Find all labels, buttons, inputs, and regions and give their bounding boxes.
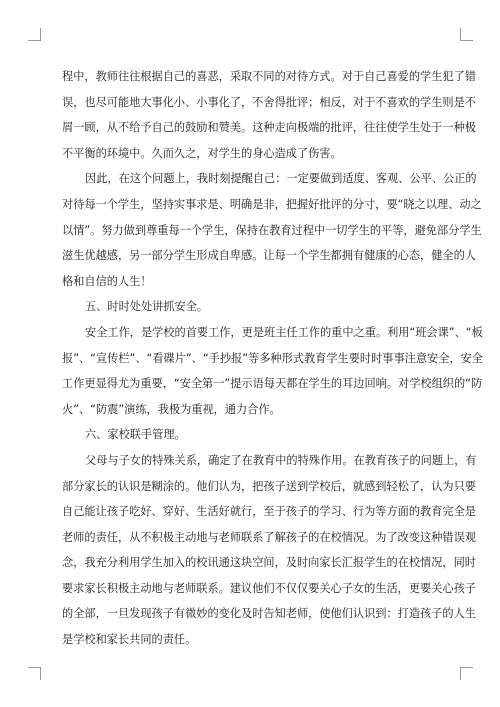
crop-mark-bottom-right bbox=[460, 667, 473, 680]
text-line: 因此，在这个问题上，我时刻提醒自己：一定要做到适度、客观、公平、公正的 bbox=[85, 172, 477, 186]
document-body bbox=[62, 64, 483, 653]
text-line: 屑一顾，从不给予自己的鼓励和赞美。这种走向极端的批评，往往使学生处于一种极 bbox=[62, 121, 476, 135]
text-line: 格和自信的人生！ bbox=[62, 274, 152, 288]
crop-mark-bottom-left bbox=[28, 667, 41, 680]
section-heading bbox=[62, 294, 440, 320]
paragraph bbox=[62, 166, 482, 294]
text-line: 安全工作，是学校的首要工作，更是班主任工作的重中之重。利用“班会课”、“板 bbox=[85, 325, 483, 339]
text-line: 报”、“宣传栏”、“看碟片”、“手抄报”等多种形式教育学生要时时事事注意安全，安全 bbox=[62, 351, 483, 365]
text-line: 以情”。努力做到尊重每一个学生，保持在教育过程中一切学生的平等，避免部分学生 bbox=[62, 223, 482, 237]
text-line: 滋生优越感，另一部分学生形成自卑感。让每一个学生都拥有健康的心态，健全的人 bbox=[62, 249, 476, 263]
text-line: 工作更显得尤为重要，“安全第一”提示语每天都在学生的耳边回响。对学校组织的“防 bbox=[62, 377, 483, 391]
text-line: 火”、“防震”演练，我极为重视，通力合作。 bbox=[62, 402, 281, 416]
text-line: 父母与子女的特殊关系，确定了在教育中的特殊作用。在教育孩子的问题上，有 bbox=[85, 453, 477, 467]
text-line: 部分家长的认识是糊涂的。他们认为，把孩子送到学校后，就感到轻松了，认为只要 bbox=[62, 479, 476, 493]
crop-mark-top-left bbox=[28, 28, 41, 41]
text-line: 的全部，一旦发现孩子有微妙的变化及时告知老师，使他们认识到：打造孩子的人生 bbox=[62, 607, 476, 621]
text-line: 念，我充分利用学生加入的校讯通这块空间，及时向家长汇报学生的在校情况，同时 bbox=[62, 556, 476, 570]
paragraph bbox=[62, 320, 483, 422]
crop-mark-top-right bbox=[460, 28, 473, 41]
heading-text: 五、时时处处讲抓安全。 bbox=[85, 300, 209, 314]
paragraph bbox=[62, 64, 476, 166]
paragraph bbox=[62, 448, 477, 653]
text-line: 误，也尽可能地大事化小、小事化了，不舍得批评；相反，对于不喜欢的学生则是不 bbox=[62, 95, 476, 109]
heading-text: 六、家校联手管理。 bbox=[85, 428, 186, 442]
text-line: 要求家长积极主动地与老师联系。建议他们不仅仅要关心子女的生活，更要关心孩子 bbox=[62, 581, 476, 595]
text-line: 不平衡的环境中。久而久之，对学生的身心造成了伤害。 bbox=[62, 146, 342, 160]
section-heading bbox=[62, 422, 440, 448]
text-line: 老师的责任，从不积极主动地与老师联系了解孩子的在校情况。为了改变这种错误观 bbox=[62, 530, 476, 544]
text-line: 程中，教师往往根据自己的喜恶，采取不同的对待方式。对于自己喜爱的学生犯了错 bbox=[62, 70, 476, 83]
text-line: 是学校和家长共同的责任。 bbox=[62, 633, 197, 647]
text-line: 对待每一个学生，坚持实事求是、明确是非，把握好批评的分寸，要“晓之以理、动之 bbox=[62, 197, 482, 211]
text-line: 自己能让孩子吃好、穿好、生活好就行，至于孩子的学习、行为等方面的教育完全是 bbox=[62, 505, 476, 519]
